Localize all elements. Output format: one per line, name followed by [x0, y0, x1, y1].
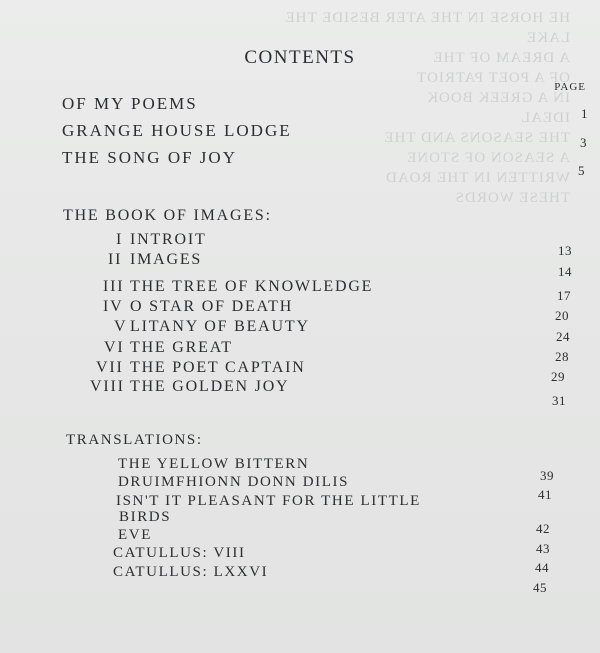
section-heading: THE BOOK OF IMAGES:	[63, 207, 272, 224]
entry-title: THE SONG OF JOY	[62, 148, 237, 167]
toc-entry	[103, 278, 374, 296]
toc-entry	[118, 456, 309, 473]
entry-title: EVE	[118, 527, 152, 543]
page-number: 41	[538, 487, 552, 502]
toc-entry	[62, 121, 292, 141]
roman-numeral: I	[116, 231, 124, 248]
entry-title-continuation: BIRDS	[119, 509, 172, 525]
page-number: 3	[580, 135, 587, 150]
entry-title: GRANGE HOUSE LODGE	[62, 121, 292, 140]
page-number: 24	[556, 329, 570, 344]
page-column-label: PAGE	[554, 81, 586, 93]
toc-entry	[118, 474, 349, 491]
toc-entry	[62, 94, 198, 114]
entry-title: THE GOLDEN JOY	[130, 378, 290, 395]
toc-entry	[103, 298, 294, 316]
toc-entry	[114, 318, 310, 336]
page-number: 31	[552, 393, 566, 408]
toc-entry	[96, 359, 306, 377]
entry-title: IMAGES	[130, 251, 203, 268]
toc-entry	[116, 231, 207, 249]
page-number: 17	[557, 288, 571, 303]
toc-entry	[90, 378, 290, 396]
toc-entry	[104, 339, 233, 357]
roman-numeral: VI	[104, 339, 125, 356]
entry-title: THE GREAT	[130, 339, 233, 356]
page-number: 5	[578, 163, 585, 178]
roman-numeral: II	[108, 251, 123, 268]
page-title: CONTENTS	[244, 47, 356, 68]
toc-entry	[113, 564, 268, 581]
entry-title: OF MY POEMS	[62, 94, 198, 113]
page-number: 14	[558, 264, 572, 279]
page-number: 45	[533, 580, 547, 595]
roman-numeral: V	[114, 318, 128, 335]
page-number: 42	[536, 521, 550, 536]
toc-entry	[108, 251, 203, 269]
toc-entry	[116, 493, 421, 510]
page-number: 29	[551, 369, 565, 384]
page-number: 13	[558, 243, 572, 258]
entry-title: CATULLUS: VIII	[113, 545, 246, 561]
entry-title: INTROIT	[130, 231, 207, 248]
entry-title: DRUIMFHIONN DONN DILIS	[118, 474, 350, 490]
entry-title: THE POET CAPTAIN	[130, 359, 306, 376]
toc-entry	[113, 545, 246, 562]
entry-title: LITANY OF BEAUTY	[130, 318, 310, 335]
page-number: 39	[540, 468, 554, 483]
page-number: 43	[536, 541, 550, 556]
roman-numeral: VII	[96, 359, 124, 376]
entry-title: CATULLUS: LXXVI	[113, 564, 269, 580]
toc-entry	[62, 148, 237, 168]
entry-title: THE TREE OF KNOWLEDGE	[130, 278, 374, 295]
page-number: 28	[555, 349, 569, 364]
roman-numeral: VIII	[90, 378, 125, 395]
entry-title: THE YELLOW BITTERN	[118, 456, 310, 472]
page-number: 44	[535, 560, 549, 575]
section-heading: TRANSLATIONS:	[66, 432, 203, 448]
page-number: 20	[555, 308, 569, 323]
toc-entry	[118, 527, 152, 544]
roman-numeral: III	[103, 278, 125, 295]
entry-title: ISN'T IT PLEASANT FOR THE LITTLE	[116, 493, 421, 509]
show-through-text: HE HORSE IN THE ATER BESIDE THE LAKE A DREAM OF THE OF A POET PATRIOT IN A GREEK BOOK IDEAL THE SEASONS AND THE A SEASON OF STONE WRITTEN IN THE ROAD THESE WORDS	[284, 10, 570, 206]
roman-numeral: IV	[103, 298, 124, 315]
page-number: 1	[581, 106, 588, 121]
entry-title: O STAR OF DEATH	[130, 298, 294, 315]
